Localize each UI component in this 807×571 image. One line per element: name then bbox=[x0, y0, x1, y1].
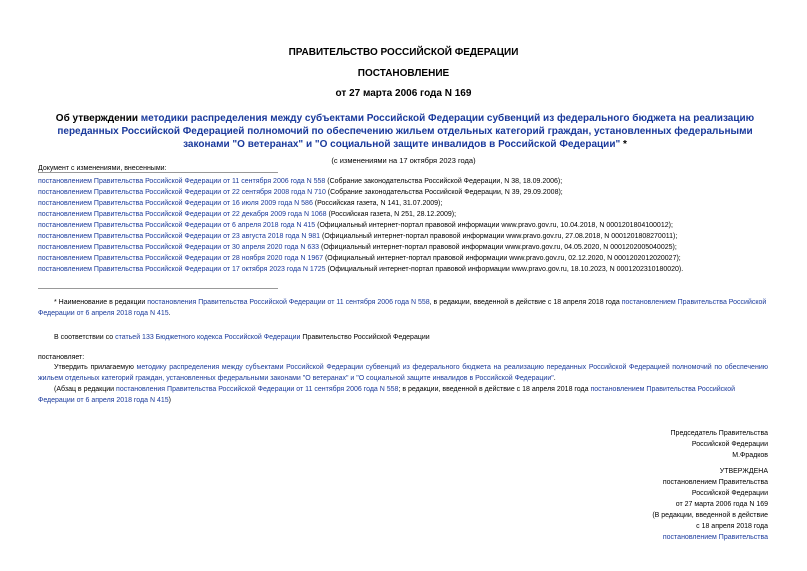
abzac-text-1: (Абзац в редакции bbox=[54, 386, 117, 393]
approved-line-2: постановлением Правительства bbox=[662, 479, 768, 486]
amendment-source: (Официальный интернет-портал правовой информации www.pravo.gov.ru, 04.05.2020, N 0001202005040025); bbox=[319, 244, 677, 251]
list-item bbox=[38, 198, 778, 209]
amendment-source: (Российская газета, N 251, 28.12.2009); bbox=[326, 211, 457, 218]
title-methodology-link[interactable]: методики распределения между субъектами Российской Федерации субвенций из федерального бюджета на реализацию переданных Российской Федерацией полномочий по обеспечению жильем отдельных категорий граждан, установленных федеральными законами "О ветеранах" и "О социальной защите инвалидов в Российской Федерации" bbox=[57, 113, 755, 150]
preamble-paragraph bbox=[38, 332, 768, 343]
divider-bottom bbox=[38, 288, 278, 289]
amendment-source: (Собрание законодательства Российской Федерации, N 39, 29.09.2008); bbox=[325, 189, 563, 196]
list-item bbox=[38, 231, 778, 242]
footnote bbox=[38, 297, 768, 319]
amendment-source: (Официальный интернет-портал правовой информации www.pravo.gov.ru, 10.04.2018, N 0001201804100012); bbox=[315, 222, 673, 229]
amendment-source: (Официальный интернет-портал правовой информации www.pravo.gov.ru, 18.10.2023, N 0001202310180020). bbox=[325, 266, 684, 273]
amendments-intro: Документ с изменениями, внесенными: bbox=[38, 165, 167, 172]
amendment-link[interactable]: постановлением Правительства Российской Федерации от 6 апреля 2018 года N 415 bbox=[38, 222, 316, 229]
amendment-link[interactable]: постановлением Правительства Российской Федерации от 11 сентября 2006 года N 558 bbox=[38, 178, 326, 185]
list-item bbox=[38, 209, 778, 220]
footnote-text-1: * Наименование в редакции bbox=[54, 299, 148, 306]
approved-line-3: Российской Федерации bbox=[691, 490, 768, 497]
doc-type-heading: ПОСТАНОВЛЕНИЕ bbox=[357, 68, 450, 79]
footnote-link-558[interactable]: постановления Правительства Российской Федерации от 11 сентября 2006 года N 558 bbox=[147, 299, 430, 306]
abzac-paragraph bbox=[38, 384, 768, 406]
preamble-text-2: Правительство Российской Федерации bbox=[300, 334, 430, 341]
changes-note: (с изменениями на 17 октября 2023 года) bbox=[331, 156, 476, 165]
approve-text-2: . bbox=[553, 375, 556, 382]
date-number-heading: от 27 марта 2006 года N 169 bbox=[335, 88, 472, 99]
list-item bbox=[38, 176, 778, 187]
approved-line-5: (В редакции, введенной в действие bbox=[652, 512, 768, 519]
approve-text-1: Утвердить прилагаемую bbox=[54, 364, 137, 371]
preamble-text-1: В соответствии со bbox=[54, 334, 116, 341]
amendment-link[interactable]: постановлением Правительства Российской Федерации от 23 августа 2018 года N 981 bbox=[38, 233, 321, 240]
title-prefix: Об утверждении bbox=[55, 113, 141, 124]
amendment-source: (Официальный интернет-портал правовой информации www.pravo.gov.ru, 27.08.2018, N 0001201808270011); bbox=[320, 233, 678, 240]
footnote-text-2: , в редакции, введенной в действие с 18 апреля 2018 года bbox=[429, 299, 622, 306]
amendment-link[interactable]: постановлением Правительства Российской Федерации от 22 декабря 2009 года N 1068 bbox=[38, 211, 327, 218]
amendment-link[interactable]: постановлением Правительства Российской Федерации от 22 сентября 2008 года N 710 bbox=[38, 189, 326, 196]
budget-code-link[interactable]: статьей 133 Бюджетного кодекса Российской Федерации bbox=[115, 334, 301, 341]
signature-block bbox=[671, 428, 768, 461]
amendment-link[interactable]: постановлением Правительства Российской Федерации от 17 октября 2023 года N 1725 bbox=[38, 266, 326, 273]
amendment-source: (Официальный интернет-портал правовой информации www.pravo.gov.ru, 02.12.2020, N 0001202012020027); bbox=[323, 255, 681, 262]
abzac-link-558[interactable]: постановления Правительства Российской Федерации от 11 сентября 2006 года N 558 bbox=[116, 386, 399, 393]
abzac-text-2: ; в редакции, введенной в действие с 18 апреля 2018 года bbox=[398, 386, 591, 393]
signature-name: М.Фрадков bbox=[732, 452, 768, 459]
amendment-link[interactable]: постановлением Правительства Российской Федерации от 16 июля 2009 года N 586 bbox=[38, 200, 313, 207]
government-heading: ПРАВИТЕЛЬСТВО РОССИЙСКОЙ ФЕДЕРАЦИИ bbox=[288, 47, 519, 58]
footnote-text-3: . bbox=[168, 310, 171, 317]
approved-line-6: с 18 апреля 2018 года bbox=[696, 523, 768, 530]
list-item bbox=[38, 264, 778, 275]
list-item bbox=[38, 187, 778, 198]
list-item bbox=[38, 220, 778, 231]
amendment-link[interactable]: постановлением Правительства Российской Федерации от 28 ноября 2020 года N 1967 bbox=[38, 255, 324, 262]
amendment-source: (Российская газета, N 141, 31.07.2009); bbox=[312, 200, 443, 207]
approved-block bbox=[652, 466, 768, 543]
approve-paragraph bbox=[38, 362, 768, 384]
amendment-source: (Собрание законодательства Российской Федерации, N 38, 18.09.2006); bbox=[325, 178, 563, 185]
signature-country: Российской Федерации bbox=[691, 441, 768, 448]
list-item bbox=[38, 242, 778, 253]
title-suffix: * bbox=[620, 139, 627, 150]
abzac-link-415[interactable]: постановлением Правительства Российской Федерации от 6 апреля 2018 года N 415 bbox=[38, 386, 736, 404]
approved-heading: УТВЕРЖДЕНА bbox=[719, 468, 768, 475]
approved-line-4: от 27 марта 2006 года N 169 bbox=[675, 501, 768, 508]
list-item bbox=[38, 253, 778, 264]
abzac-text-3: ) bbox=[168, 397, 171, 404]
signature-position: Председатель Правительства bbox=[670, 430, 768, 437]
methodology-link[interactable]: методику распределения между субъектами Российской Федерации субвенций из федерального бюджета на реализацию переданных Российской Федерацией полномочий по обеспечению жильем отдельных категорий граждан, установленных федеральными законами "О ветеранах" и "О социальной защите инвалидов в Российской Федерации" bbox=[38, 364, 768, 382]
resolves-text: постановляет: bbox=[38, 354, 85, 361]
footnote-link-415[interactable]: постановлением Правительства Российской Федерации от 6 апреля 2018 года N 415 bbox=[38, 299, 767, 317]
approved-link[interactable]: постановлением Правительства bbox=[662, 534, 768, 541]
amendments-list bbox=[38, 163, 778, 275]
amendment-link[interactable]: постановлением Правительства Российской Федерации от 30 апреля 2020 года N 633 bbox=[38, 244, 320, 251]
document-title bbox=[55, 112, 755, 151]
